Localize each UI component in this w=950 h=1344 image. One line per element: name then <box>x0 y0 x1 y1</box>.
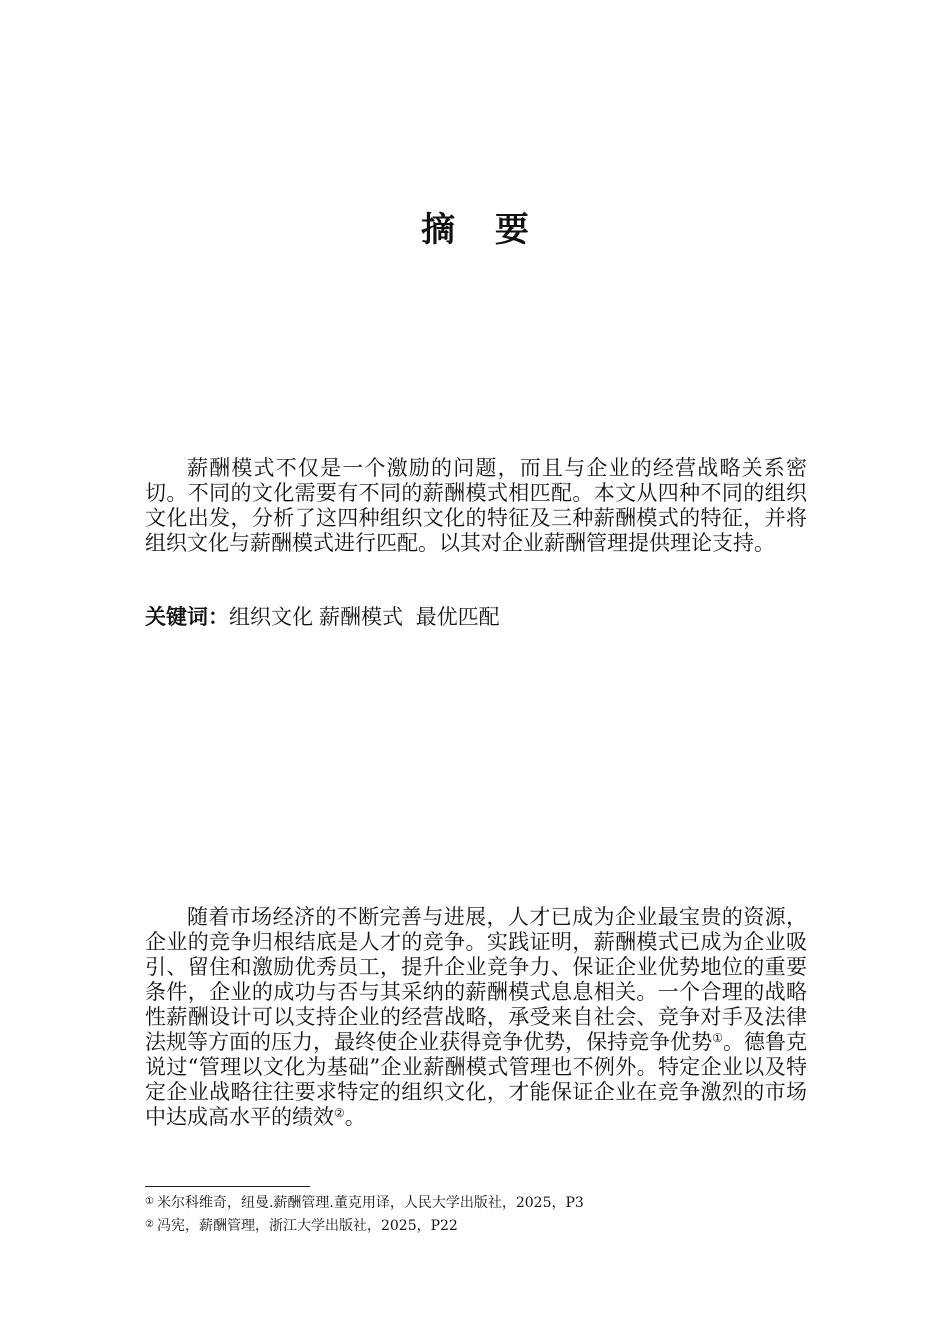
footnote-text: 米尔科维奇，纽曼.薪酬管理.董克用译，人民大学出版社，2025，P3 <box>156 1195 584 1211</box>
footnotes <box>145 1191 584 1237</box>
footnote-mark: ② <box>145 1219 154 1230</box>
footnote-mark: ① <box>145 1196 154 1207</box>
footnote-ref-2[interactable]: ② <box>334 1106 345 1120</box>
abstract-paragraph: 薪酬模式不仅是一个激励的问题，而且与企业的经营战略关系密切。不同的文化需要有不同的薪酬模式相匹配。本文从四种不同的组织文化出发，分析了这四种组织文化的特征及三种薪酬模式的特征，并将组织文化与薪酬模式进行匹配。以其对企业薪酬管理提供理论支持。 <box>145 456 807 555</box>
page-title: 摘 要 <box>421 210 543 250</box>
intro-text-part3: 。 <box>344 1105 366 1129</box>
intro-text-part2: 。德鲁克说过“管理以文化为基础”企业薪酬模式管理也不例外。特定企业以及特定企业战略往往要求特定的组织文化，才能保证企业在竞争激烈的市场中达成高水平的绩效 <box>145 1030 807 1129</box>
keywords-line <box>145 605 506 630</box>
intro-text-part1: 随着市场经济的不断完善与进展，人才已成为企业最宝贵的资源，企业的竞争归根结底是人才的竞争。实践证明，薪酬模式已成为企业吸引、留住和激励优秀员工，提升企业竞争力、保证企业优势地位的重要条件，企业的成功与否与其采纳的薪酬模式息息相关。一个合理的战略性薪酬设计可以支持企业的经营战略，承受来自社会、竞争对手及法律法规等方面的压力，最终使企业获得竞争优势，保持竞争优势 <box>145 905 807 1054</box>
keyword-item: 最优匹配 <box>409 605 500 629</box>
footnote-ref-1[interactable]: ① <box>712 1031 723 1045</box>
keywords-label: 关键词： <box>145 605 229 629</box>
footnote-text: 冯宪，薪酬管理，浙江大学出版社，2025，P22 <box>156 1218 458 1234</box>
footnote-item <box>145 1191 584 1214</box>
footnote-separator <box>145 1186 310 1187</box>
footnote-item <box>145 1214 584 1237</box>
intro-paragraph <box>145 905 807 1130</box>
keyword-item: 薪酬模式 <box>319 605 403 629</box>
keyword-item: 组织文化 <box>229 605 313 629</box>
